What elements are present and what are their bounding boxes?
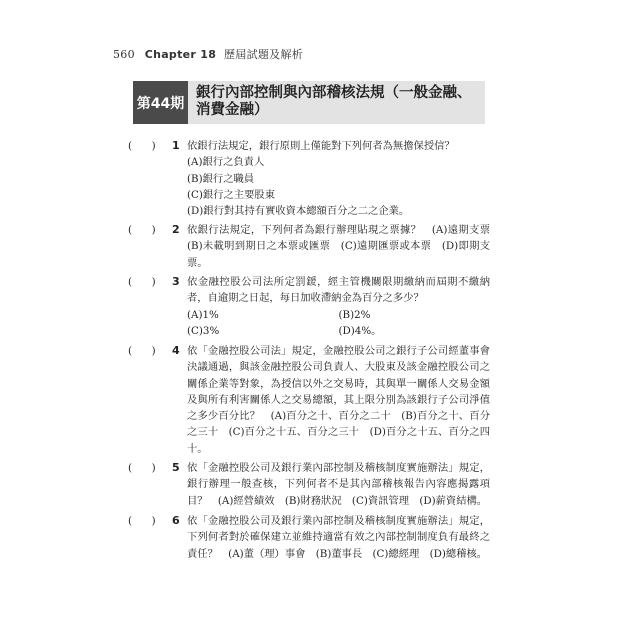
option-c: (C)3% (187, 324, 220, 337)
running-head (113, 46, 303, 62)
question-text: 依銀行法規定，銀行原則上僅能對下列何者為無擔保授信？ (187, 140, 455, 152)
answer-blank: ( ) (128, 345, 156, 357)
question-text: 依金融控股公司法所定罰鍰，經主管機關限期繳納而屆期不繳納者，自逾期之日起，每日加收滯納金為百分之多少？ (187, 276, 490, 305)
question-number: 1 (172, 139, 180, 152)
question-text: 依「金融控股公司及銀行業內部控制及稽核制度實施辦法」規定，銀行辦理一般查核，下列何者不是其內部稽核報告內容應揭露項目？ (A)經營績效 (B)財務狀況 (C)資訊管理 (D)薪資結構。 (187, 462, 490, 507)
question-text: 依「金融控股公司及銀行業內部控制及稽核制度實施辦法」規定，下列何者對於確保建立並維持適當有效之內部控制制度負有最終之責任？ (A)董（理）事會 (B)董事長 (C)總經理 (D)總稽核。 (187, 515, 490, 560)
answer-blank: ( ) (128, 276, 156, 288)
option-c: (C)銀行之主要股東 (187, 188, 275, 201)
page-number: 560 (113, 48, 135, 61)
exam-banner (133, 81, 485, 124)
answer-blank: ( ) (128, 515, 156, 527)
option-d: (D)4%。 (338, 324, 382, 337)
question-number: 6 (172, 514, 180, 527)
question-number: 4 (172, 344, 180, 357)
option-a: (A)1% (187, 308, 219, 321)
question-text: 依銀行法規定，下列何者為銀行辦理貼現之票據？ (A)遠期支票 (B)未載明到期日之本票或匯票 (C)遠期匯票或本票 (D)即期支票。 (187, 224, 501, 269)
options-row-2 (187, 323, 490, 339)
question-body (187, 274, 490, 339)
answer-blank: ( ) (128, 224, 156, 236)
option-b: (B)2% (338, 308, 371, 321)
question-number: 3 (172, 275, 180, 288)
option-d: (D)銀行對其持有實收資本總額百分之二之企業。 (187, 205, 410, 218)
question-body (187, 138, 490, 219)
section-title: 歷屆試題及解析 (223, 48, 304, 61)
question-number: 2 (172, 223, 180, 236)
exam-session-tag: 第44期 (133, 81, 188, 124)
answer-blank: ( ) (128, 462, 156, 474)
options-row-1 (187, 307, 490, 323)
chapter-label: Chapter 18 (144, 48, 217, 61)
option-b: (B)銀行之職員 (187, 172, 255, 185)
question-text: 依「金融控股公司法」規定，金融控股公司之銀行子公司經董事會決議通過，與該金融控股公司負責人、大股東及該金融控股公司之關係企業等對象，為授信以外之交易時，其與單一關係人交易金額及與所有利害關係人之交易總額，其上限分別為該銀行子公司淨值之多少百分比？ (A)百分之十、百分之二十 (B)百分之十、百分之三十 (C)百分之十五、百分之三十 (D)百分之十五、百分之四十。 (187, 345, 490, 455)
question-number: 5 (172, 461, 180, 474)
exam-subject-title: 銀行內部控制與內部稽核法規（一般金融、消費金融） (196, 85, 472, 118)
answer-blank: ( ) (128, 140, 156, 152)
option-a: (A)銀行之負責人 (187, 156, 265, 169)
